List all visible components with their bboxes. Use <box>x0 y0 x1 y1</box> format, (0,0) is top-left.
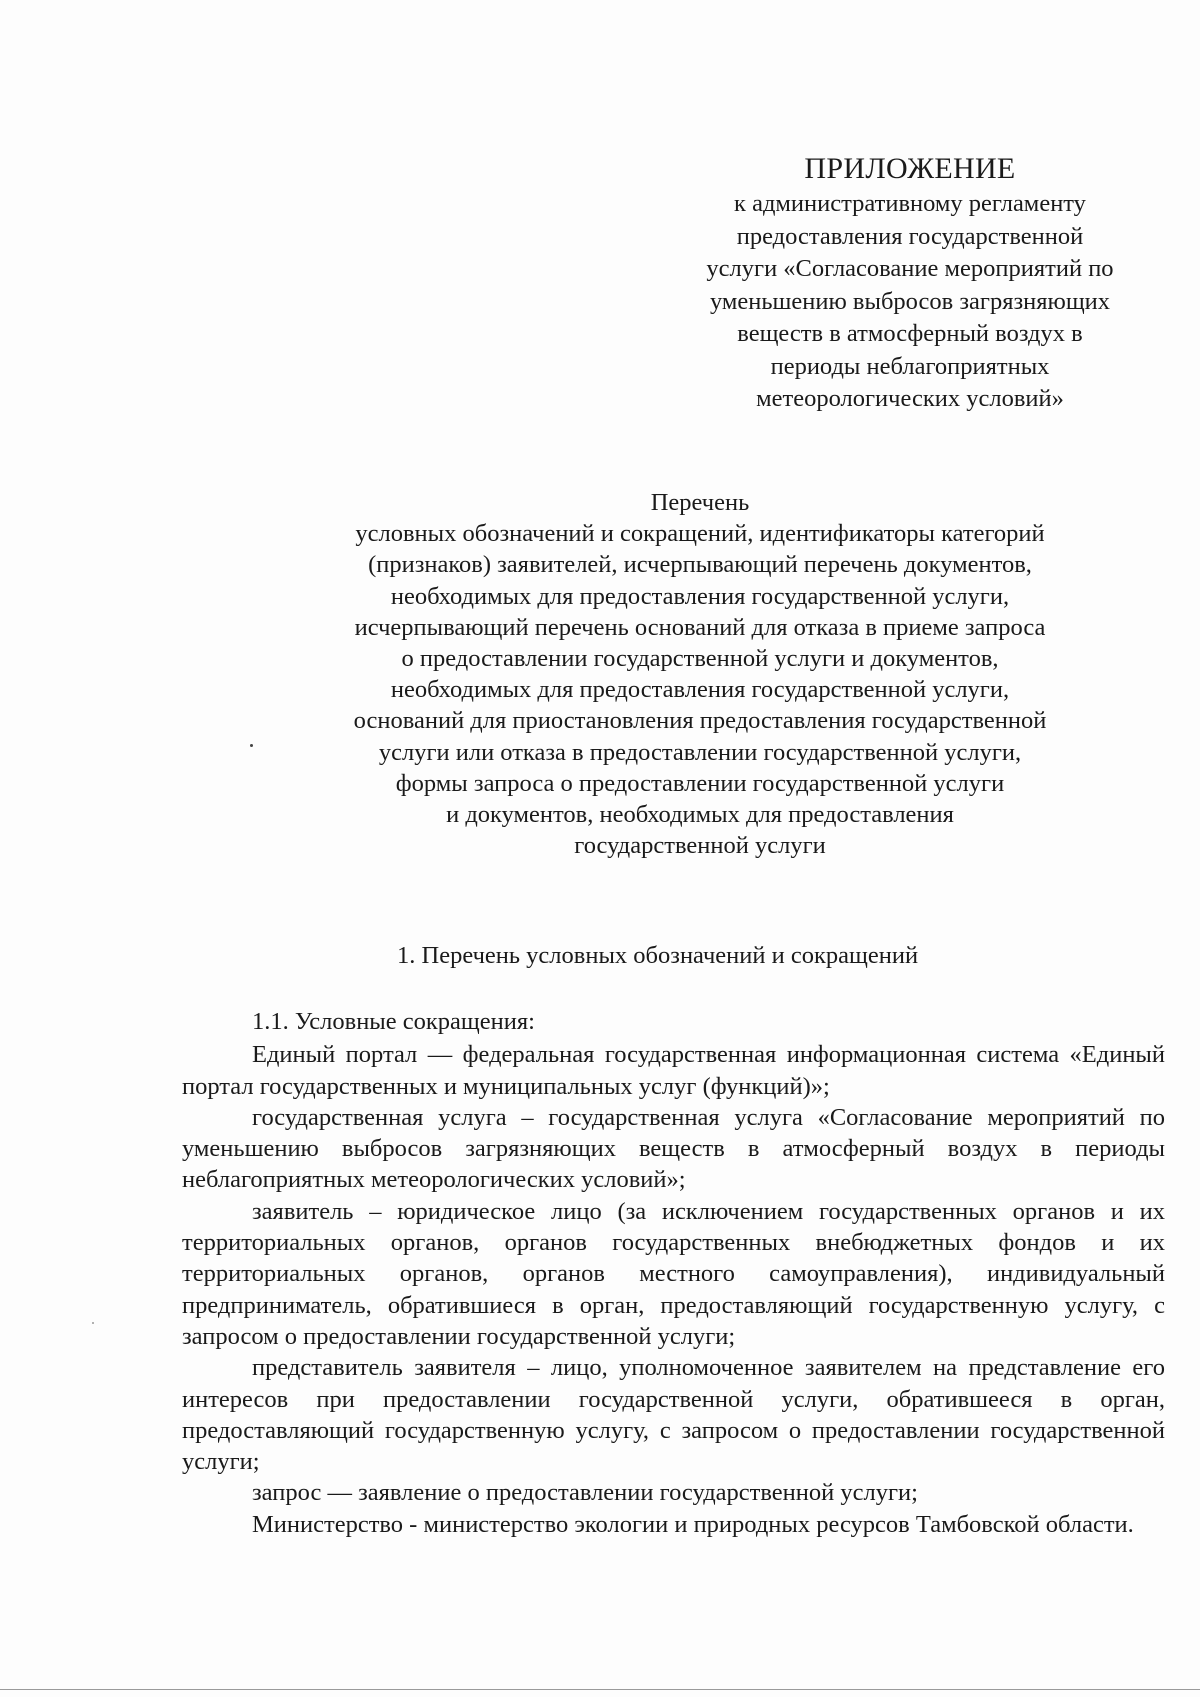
list-title-line: исчерпывающий перечень оснований для отказа в приеме запроса <box>354 613 1046 641</box>
list-title-line: оснований для приостановления предоставления государственной <box>353 707 1047 735</box>
list-title-line: услуги или отказа в предоставлении государственной услуги, <box>378 738 1022 766</box>
definition-paragraph: Министерство - министерство экологии и природных ресурсов Тамбовской области. <box>252 1510 1134 1538</box>
section-body <box>182 1006 1165 1540</box>
appendix-line: предоставления государственной <box>736 222 1084 250</box>
appendix-line: метеорологических условий» <box>756 385 1064 412</box>
appendix-line: услуги «Согласование мероприятий по <box>706 255 1114 282</box>
appendix-line: периоды неблагоприятных <box>770 352 1050 380</box>
list-title-line: необходимых для предоставления государственной услуги, <box>390 582 1010 610</box>
scan-speck <box>92 1322 94 1324</box>
section-heading: 1. Перечень условных обозначений и сокращений <box>397 942 919 969</box>
list-title-line: и документов, необходимых для предоставления <box>446 801 954 829</box>
appendix-line: веществ в атмосферный воздух в <box>737 320 1083 347</box>
list-title-heading: Перечень <box>650 489 750 516</box>
list-title-line: формы запроса о предоставлении государственной услуги <box>395 769 1005 797</box>
scan-speck <box>250 744 253 747</box>
list-title-line: необходимых для предоставления государственной услуги, <box>390 676 1010 704</box>
definition-paragraph: заявитель – юридическое лицо (за исключением государственных органов и их территориальных органов, органов государственных внебюджетных фондов и их территориальных органов, органов местного самоуправления), индивидуальный предприниматель, обратившиеся в орган, предоставляющий государственную услугу, с запросом о предоставлении государственной услуги; <box>182 1197 1165 1350</box>
list-title-block <box>240 487 1160 861</box>
list-title-line: (признаков) заявителей, исчерпывающий перечень документов, <box>368 551 1032 579</box>
appendix-title: ПРИЛОЖЕНИЕ <box>804 152 1016 185</box>
definition-paragraph: государственная услуга – государственная услуга «Согласование мероприятий по уменьшению выбросов загрязняющих веществ в атмосферный воздух в периоды неблагоприятных метеорологических условий»; <box>182 1103 1165 1194</box>
appendix-line: уменьшению выбросов загрязняющих <box>709 287 1111 315</box>
list-title-line: государственной услуги <box>574 832 826 860</box>
scan-edge-line <box>0 1689 1200 1690</box>
definition-paragraph: Единый портал — федеральная государственная информационная система «Единый портал государственных и муниципальных услуг (функций)»; <box>182 1041 1165 1100</box>
list-title-line: о предоставлении государственной услуги и документов, <box>401 645 999 673</box>
definition-paragraph: представитель заявителя – лицо, уполномоченное заявителем на представление его интересов при предоставлении государственной услуги, обратившееся в орган, предоставляющий государственную услугу, с запросом о предоставлении государственной услуги; <box>182 1354 1165 1476</box>
appendix-block <box>660 152 1160 416</box>
appendix-line: к административному регламенту <box>734 190 1086 217</box>
section-subheading: 1.1. Условные сокращения: <box>252 1008 535 1035</box>
list-title-line: условных обозначений и сокращений, идентификаторы категорий <box>355 520 1045 548</box>
definition-paragraph: запрос — заявление о предоставлении государственной услуги; <box>252 1479 918 1507</box>
